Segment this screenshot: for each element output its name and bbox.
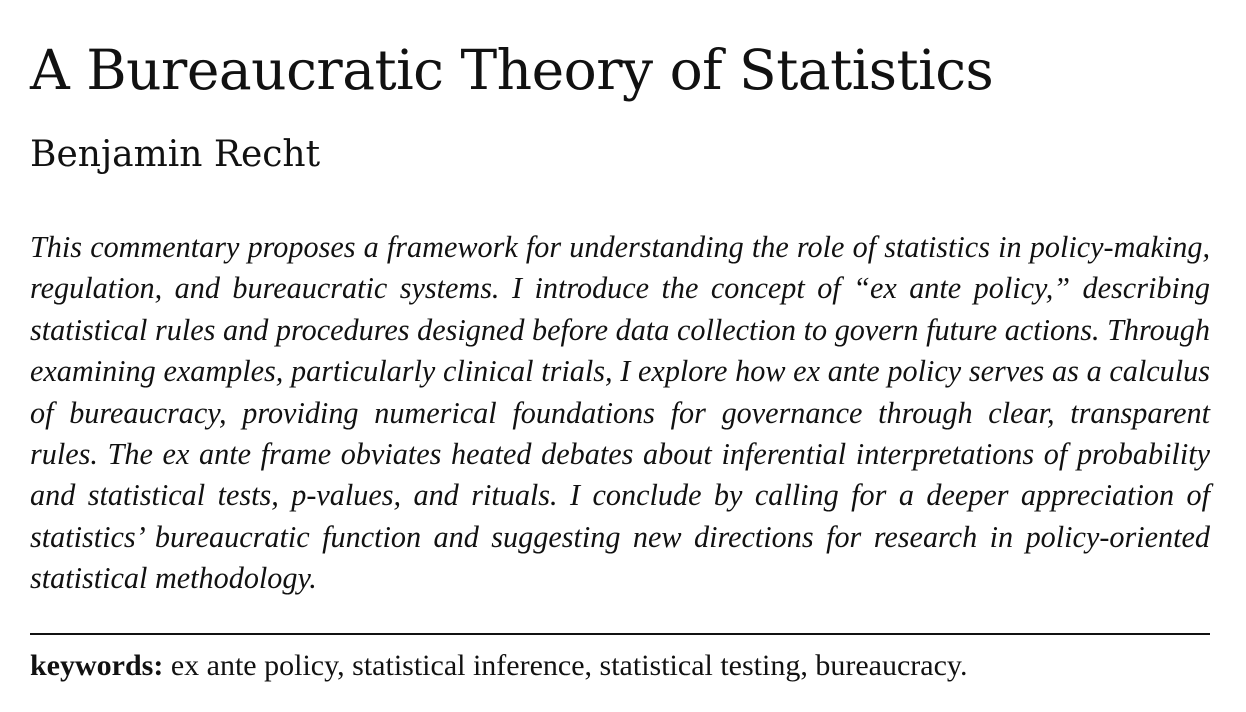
keywords-text: ex ante policy, statistical inference, statistical testing, bureaucracy.: [170, 649, 968, 682]
keywords-line: [30, 646, 967, 686]
keywords-label: keywords:: [30, 649, 164, 682]
paper-title: A Bureaucratic Theory of Statistics: [30, 38, 994, 102]
author-name: Benjamin Recht: [30, 134, 321, 175]
abstract-text: This commentary proposes a framework for understanding the role of statistics in policy-making, regulation, and bureaucratic systems. I introduce the concept of “ex ante policy,” describing statistical rules and procedures designed before data collection to govern future actions. Through examining examples, particularly clinical trials, I explore how ex ante policy serves as a calculus of bureaucracy, providing numerical foundations for governance through clear, transparent rules. The ex ante frame obviates heated debates about inferential interpretations of probability and statistical tests, p-values, and rituals. I conclude by calling for a deeper appreciation of statistics’ bureaucratic function and suggesting new directions for research in policy-oriented statistical methodology.: [30, 230, 1210, 596]
keywords-divider: [30, 633, 1210, 635]
